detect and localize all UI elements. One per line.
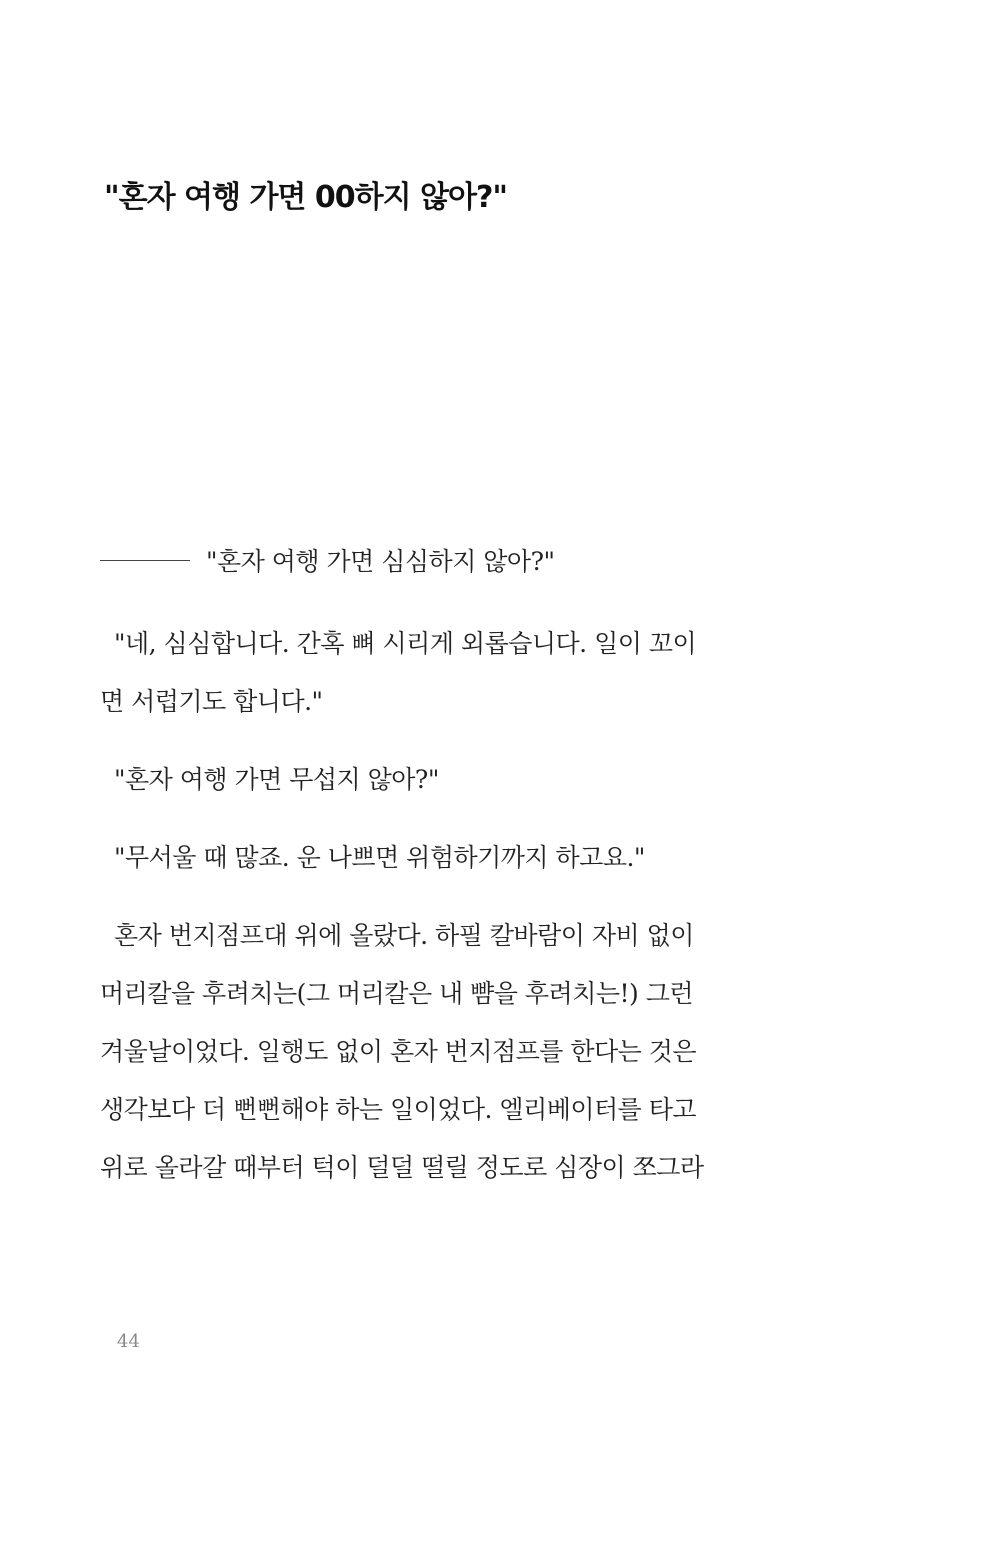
paragraph-line: "혼자 여행 가면 무섭지 않아?" <box>114 765 439 794</box>
body-text <box>100 615 760 1217</box>
paragraph-line: "무서울 때 많죠. 운 나쁘면 위험하기까지 하고요." <box>114 843 645 872</box>
paragraph-3 <box>100 829 760 887</box>
page-number: 44 <box>117 1331 140 1352</box>
paragraph-line: 머리칼을 후려치는(그 머리칼은 내 뺨을 후려치는!) 그런 <box>100 979 694 1008</box>
paragraph-line: 생각보다 더 뻔뻔해야 하는 일이었다. 엘리베이터를 타고 <box>100 1095 697 1124</box>
epigraph-rule <box>100 560 190 561</box>
paragraph-1 <box>100 615 760 731</box>
paragraph-line: 혼자 번지점프대 위에 올랐다. 하필 칼바람이 자비 없이 <box>114 921 694 950</box>
paragraph-line: 위로 올라갈 때부터 턱이 덜덜 떨릴 정도로 심장이 쪼그라 <box>100 1153 704 1182</box>
paragraph-line: "네, 심심합니다. 간혹 뼈 시리게 외롭습니다. 일이 꼬이 <box>114 629 697 658</box>
epigraph <box>100 540 750 580</box>
paragraph-4 <box>100 907 760 1197</box>
paragraph-2 <box>100 751 760 809</box>
paragraph-line: 겨울날이었다. 일행도 없이 혼자 번지점프를 한다는 것은 <box>100 1037 697 1066</box>
epigraph-quote: "혼자 여행 가면 심심하지 않아?" <box>206 547 555 576</box>
paragraph-line: 면 서럽기도 합니다." <box>100 687 323 716</box>
chapter-title: "혼자 여행 가면 00하지 않아?" <box>104 180 507 215</box>
